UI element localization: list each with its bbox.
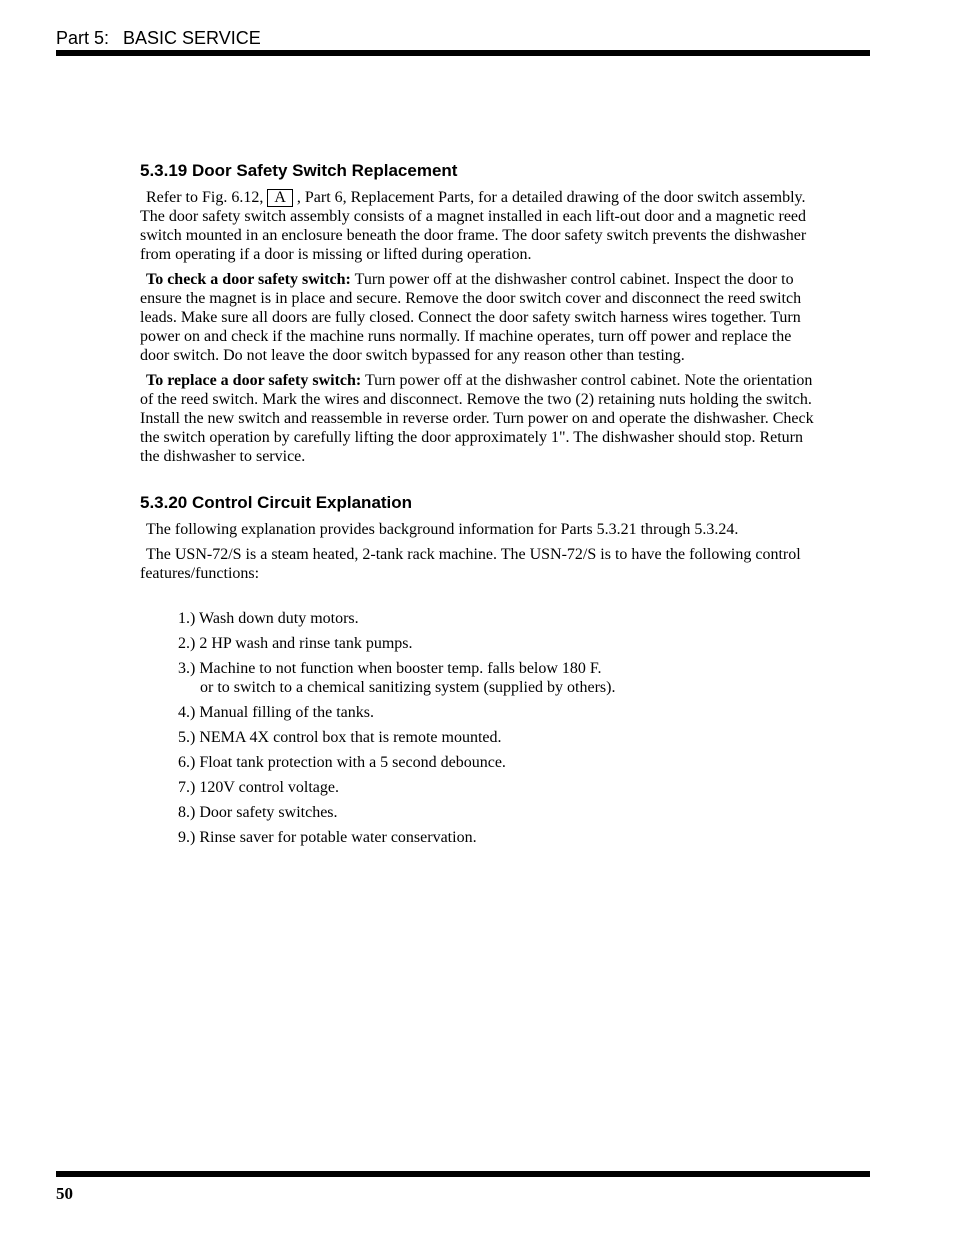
replace-switch-label: To replace a door safety switch:: [146, 372, 362, 389]
list-item: 3.) Machine to not function when booster temp. falls below 180 F. or to switch to a chemical sanitizing system (supplied by others).: [178, 660, 616, 696]
list-item: 8.) Door safety switches.: [178, 804, 338, 821]
header-rule: [56, 50, 870, 56]
paragraph-control-intro: The following explanation provides background information for Parts 5.3.21 through 5.3.24.: [146, 521, 739, 538]
section-heading-control-circuit: 5.3.20 Control Circuit Explanation: [140, 493, 413, 512]
paragraph-door-switch-intro: Refer to Fig. 6.12, A , Part 6, Replacement Parts, for a detailed drawing of the door switch assembly. The door safety switch assembly consists of a magnet installed in each lift-out door and a magnetic reed switch mounted in an enclosure beneath the door frame. The door safety switch prevents the dishwasher from operating if a door is missing or lifted during operation.: [140, 189, 807, 263]
footer-rule: [56, 1171, 870, 1177]
paragraph-check-switch: To check a door safety switch: Turn power off at the dishwasher control cabinet. Inspect the door to ensure the magnet is in place and secure. Remove the door switch cover and disconnect the reed switch leads. Make sure all doors are fully closed. Connect the door safety switch harness wires together. Turn power on and check if the machine runs normally. If machine operates, turn off power and replace the door switch. Do not leave the door switch bypassed for any reason other than testing.: [140, 271, 802, 364]
header-part-label: Part 5:: [56, 28, 110, 48]
figure-reference-box: A: [267, 189, 293, 207]
page-number: 50: [56, 1184, 73, 1203]
list-item: 2.) 2 HP wash and rinse tank pumps.: [178, 635, 413, 652]
paragraph-control-features: The USN-72/S is a steam heated, 2-tank rack machine. The USN-72/S is to have the following control features/functions:: [140, 546, 801, 582]
paragraph-replace-switch: To replace a door safety switch: Turn power off at the dishwasher control cabinet. Note the orientation of the reed switch. Mark the wires and disconnect. Remove the two (2) retaining nuts holding the switch. Install the new switch and reassemble in reverse order. Turn power on and operate the dishwasher. Check the switch operation by carefully lifting the door approximately 1". The dishwasher should stop. Return the dishwasher to service.: [140, 372, 814, 465]
list-item: 5.) NEMA 4X control box that is remote mounted.: [178, 729, 502, 746]
section-heading-door-safety: 5.3.19 Door Safety Switch Replacement: [140, 161, 458, 180]
list-item: 9.) Rinse saver for potable water conservation.: [178, 829, 477, 846]
check-switch-label: To check a door safety switch:: [146, 271, 351, 288]
list-item: 7.) 120V control voltage.: [178, 779, 340, 796]
feature-list: [178, 609, 818, 847]
header-title: BASIC SERVICE: [123, 28, 261, 48]
page-body: [140, 160, 818, 853]
running-header: [56, 28, 261, 49]
list-item: 1.) Wash down duty motors.: [178, 610, 359, 627]
list-item: 6.) Float tank protection with a 5 second debounce.: [178, 754, 506, 771]
list-item: 4.) Manual filling of the tanks.: [178, 704, 374, 721]
